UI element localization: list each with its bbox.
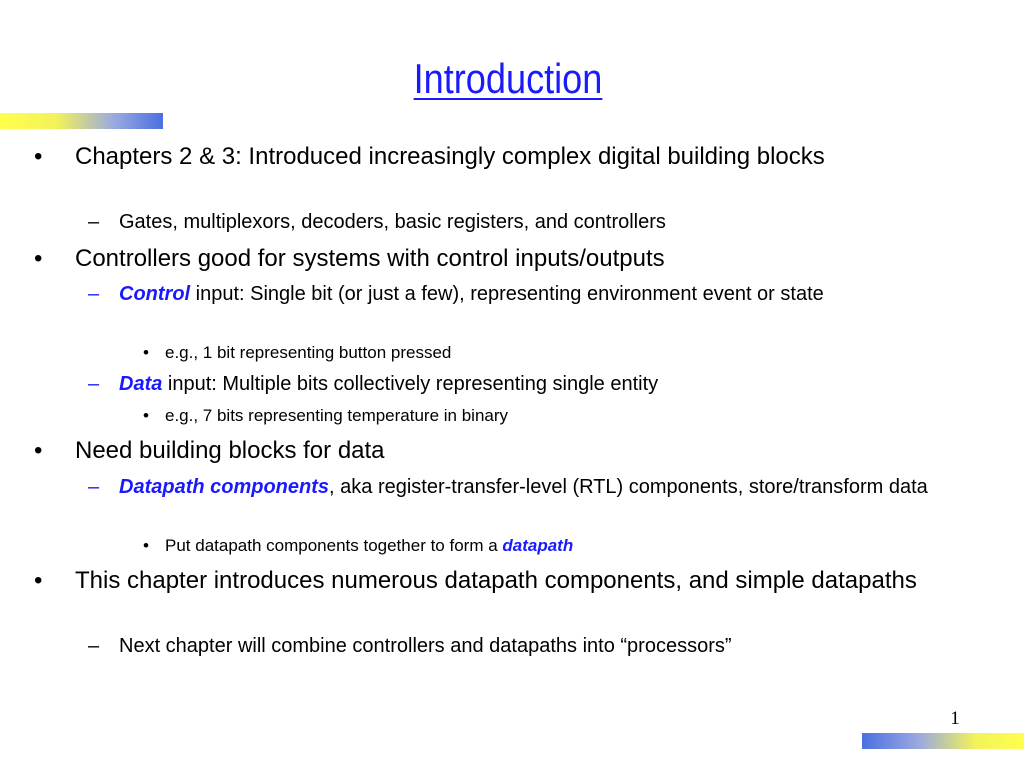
- dash-marker: –: [88, 476, 100, 498]
- bottom-accent-bar: [862, 733, 1024, 749]
- sub-bullet-rest: , aka register-transfer-level (RTL) components, store/transform data: [329, 476, 928, 498]
- bullet-marker: •: [143, 343, 149, 362]
- bullet-marker: •: [34, 143, 43, 170]
- bullet-text: Chapters 2 & 3: Introduced increasingly complex digital building blocks: [75, 143, 825, 170]
- bullet-text: This chapter introduces numerous datapath components, and simple datapaths: [75, 567, 917, 594]
- bullet-marker: •: [34, 245, 43, 272]
- slide-title: Introduction: [413, 55, 603, 102]
- sub-sub-bullet-text: e.g., 1 bit representing button pressed: [165, 343, 452, 362]
- sub-bullet-text: Next chapter will combine controllers and datapaths into “processors”: [119, 635, 732, 657]
- keyword-datapath: datapath: [502, 536, 574, 555]
- sub-bullet-rest: input: Single bit (or just a few), representing environment event or state: [190, 283, 824, 305]
- bullet-marker: •: [34, 567, 43, 594]
- sub-bullet-text: Gates, multiplexors, decoders, basic registers, and controllers: [119, 211, 666, 233]
- dash-marker: –: [88, 635, 100, 657]
- sub-sub-bullet-lead: Put datapath components together to form a: [165, 536, 503, 555]
- bullet-marker: •: [34, 437, 43, 464]
- bullet-text: Need building blocks for data: [75, 437, 385, 464]
- bullet-text: Controllers good for systems with control inputs/outputs: [75, 245, 665, 272]
- sub-bullet-text: [119, 281, 969, 307]
- page-number: 1: [950, 708, 960, 729]
- dash-marker: –: [88, 283, 100, 305]
- keyword-datapath-components: Datapath components: [119, 476, 330, 498]
- keyword-control: Control: [119, 283, 191, 305]
- keyword-data: Data: [119, 373, 163, 395]
- bullet-marker: •: [143, 406, 149, 425]
- sub-bullet-text: [119, 474, 969, 500]
- dash-marker: –: [88, 211, 100, 233]
- top-accent-bar: [0, 113, 163, 129]
- bullet-marker: •: [143, 536, 149, 555]
- sub-bullet-text: [119, 371, 969, 397]
- sub-sub-bullet-text: [165, 535, 965, 557]
- sub-sub-bullet-text: e.g., 7 bits representing temperature in binary: [165, 406, 509, 425]
- dash-marker: –: [88, 373, 100, 395]
- sub-bullet-rest: input: Multiple bits collectively representing single entity: [162, 373, 659, 395]
